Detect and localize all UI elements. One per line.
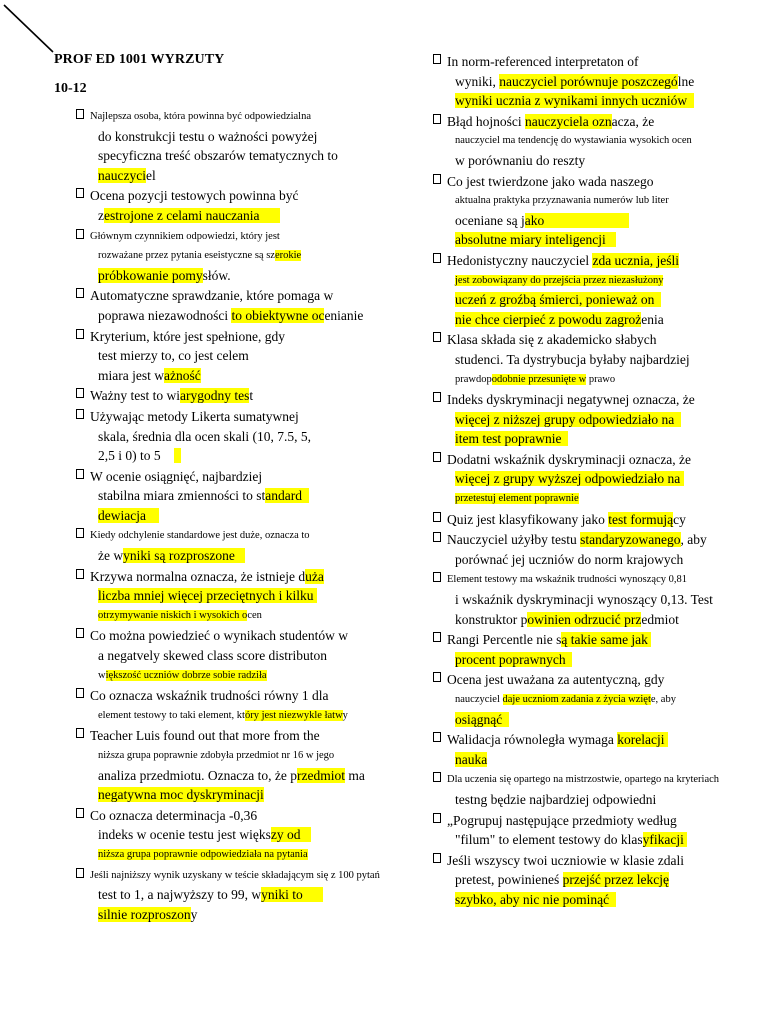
highlighted-text: daje uczniom zadania z życia wzięt <box>502 694 651 705</box>
text-segment: analiza przedmiotu. Oznacza to, że p <box>98 767 298 783</box>
checkbox-bullet-icon <box>433 632 441 642</box>
list-item <box>76 386 384 406</box>
text-line <box>447 530 753 550</box>
checkbox-bullet-icon <box>433 54 441 64</box>
text-segment: cy <box>673 511 686 527</box>
text-segment: wyniki, <box>455 73 500 89</box>
text-segment: Kiedy odchylenie standardowe jest duże, oznacza to <box>90 530 310 542</box>
list-item <box>433 570 753 629</box>
text-segment: y <box>342 709 348 721</box>
list-item <box>433 770 753 809</box>
text-line <box>447 590 753 610</box>
text-segment: edmiot <box>641 611 679 627</box>
text-line <box>90 327 384 347</box>
text-line <box>90 905 384 925</box>
text-segment: miara jest w <box>98 367 164 383</box>
text-line <box>447 131 753 151</box>
text-line <box>447 271 753 291</box>
checkbox-bullet-icon <box>433 772 441 782</box>
text-line <box>447 151 753 171</box>
text-line <box>90 726 384 746</box>
checkbox-bullet-icon <box>433 114 441 124</box>
text-line <box>90 567 384 587</box>
text-segment: t <box>249 388 254 404</box>
list-item <box>433 851 753 910</box>
checkbox-bullet-icon <box>433 392 441 402</box>
text-segment: specyficzna treść obszarów tematycznych to <box>98 148 338 164</box>
list-item <box>433 390 753 449</box>
checkbox-bullet-icon <box>76 528 84 538</box>
text-line <box>447 172 753 192</box>
text-segment: Głównym czynnikiem odpowiedzi, który jest <box>90 230 280 242</box>
text-segment: do konstrukcji testu o ważności powyżej <box>98 128 318 144</box>
text-line <box>90 386 384 406</box>
list-item <box>433 52 753 111</box>
checkbox-bullet-icon <box>433 174 441 184</box>
list-item <box>433 530 753 569</box>
highlighted-text: iększość uczniów dobrze sobie radziła <box>105 669 267 681</box>
text-line <box>447 410 753 430</box>
text-segment: Nauczyciel użyłby testu <box>447 532 581 548</box>
text-segment: e, aby <box>650 694 676 705</box>
checkbox-bullet-icon <box>433 532 441 542</box>
text-segment: w porównaniu do reszty <box>455 152 586 168</box>
text-segment: Dla uczenia się opartego na mistrzostwie, opartego na kryteriach <box>447 774 720 786</box>
checkbox-bullet-icon <box>76 469 84 479</box>
text-line <box>90 427 384 447</box>
highlighted-text: uża <box>305 568 324 584</box>
text-segment: nauczyciel <box>455 694 503 705</box>
text-segment: Klasa składa się z akademicko słabych <box>447 332 657 348</box>
checkbox-bullet-icon <box>76 688 84 698</box>
text-line <box>90 166 384 186</box>
text-line <box>447 489 753 509</box>
text-line <box>447 630 753 650</box>
highlighted-text: nie chce cierpieć z powodu zagroż <box>455 311 642 327</box>
highlighted-text: ako <box>524 212 629 228</box>
text-line <box>90 107 384 127</box>
checkbox-bullet-icon <box>76 388 84 398</box>
list-item <box>76 806 384 865</box>
highlighted-text: dewiacja <box>98 507 160 523</box>
text-segment: cen <box>247 609 262 621</box>
highlighted-text: jest zobowiązany do przejścia przez niezasłużony <box>455 274 664 286</box>
highlighted-text: nauczyciel porównuje poszczegó <box>499 73 678 89</box>
text-segment: aktualna praktyka przyznawania numerów lub liter <box>455 195 669 207</box>
text-segment: Ważny test to wi <box>90 388 181 404</box>
text-segment: enianie <box>324 307 364 323</box>
text-line <box>90 366 384 386</box>
text-line <box>447 570 753 590</box>
text-line <box>447 890 753 910</box>
text-line <box>90 227 384 247</box>
list-item <box>433 811 753 850</box>
checkbox-bullet-icon <box>433 253 441 263</box>
text-line <box>447 811 753 831</box>
highlighted-text: próbkowanie pomy <box>98 267 203 283</box>
highlighted-text: andard <box>265 488 309 504</box>
text-segment: Błąd hojności <box>447 113 525 129</box>
highlighted-text: ą takie same jak <box>561 632 652 648</box>
text-line <box>90 346 384 366</box>
text-line <box>447 112 753 132</box>
text-line <box>90 446 384 466</box>
checkbox-bullet-icon <box>76 329 84 339</box>
text-line <box>90 746 384 766</box>
text-line <box>447 650 753 670</box>
checkbox-bullet-icon <box>433 813 441 823</box>
text-line <box>90 785 384 805</box>
text-line <box>90 286 384 306</box>
list-item <box>76 186 384 225</box>
checkbox-bullet-icon <box>433 572 441 582</box>
highlighted-text: zy od <box>270 827 311 843</box>
highlighted-text: negatywna moc dyskryminacji <box>98 787 264 803</box>
list-item <box>76 467 384 526</box>
list-item <box>76 726 384 804</box>
checkbox-bullet-icon <box>76 868 84 878</box>
text-segment: 2,5 i 0) to 5 <box>98 448 175 464</box>
text-line <box>90 546 384 566</box>
text-segment: słów. <box>202 267 231 283</box>
checkbox-bullet-icon <box>76 808 84 818</box>
list-item <box>76 526 384 565</box>
text-segment: Ocena jest uważana za autentyczną, gdy <box>447 672 665 688</box>
text-line <box>447 390 753 410</box>
text-segment: Ocena pozycji testowych powinna być <box>90 188 299 204</box>
highlighted-text: standaryzowanego <box>580 532 681 548</box>
text-segment: konstruktor p <box>455 611 528 627</box>
highlighted-text: nauczyciela ozn <box>525 113 612 129</box>
text-segment: i wskaźnik dyskryminacji wynoszący 0,13. Test <box>455 592 713 608</box>
text-segment: że w <box>98 548 124 564</box>
text-segment: z <box>98 207 104 223</box>
list-item <box>76 327 384 386</box>
text-line <box>447 450 753 470</box>
checkbox-bullet-icon <box>433 512 441 522</box>
highlighted-text: estrojone z celami nauczania <box>104 207 280 223</box>
text-segment: stabilna miara zmienności to st <box>98 488 266 504</box>
list-item <box>76 866 384 925</box>
right-column <box>433 52 753 911</box>
text-line <box>447 510 753 530</box>
text-line <box>90 127 384 147</box>
highlighted-text: rzedmiot <box>297 767 346 783</box>
text-segment: Jeśli wszyscy twoi uczniowie w klasie zdali <box>447 852 684 868</box>
checkbox-bullet-icon <box>76 569 84 579</box>
checkbox-bullet-icon <box>76 728 84 738</box>
checkbox-bullet-icon <box>76 188 84 198</box>
text-segment: lne <box>677 73 695 89</box>
text-segment: rozważane przez pytania eseistyczne są sz <box>98 250 275 262</box>
list-item <box>76 227 384 286</box>
text-line <box>447 429 753 449</box>
text-segment: In norm-referenced interpretaton of <box>447 54 639 69</box>
document-title: PROF ED 1001 WYRZUTY <box>54 52 225 67</box>
highlighted-text: zda ucznia, jeśli <box>592 252 680 268</box>
highlighted-text: to obiektywne oc <box>231 307 325 323</box>
text-segment: skala, średnia dla ocen skali (10, 7.5, 5, <box>98 428 311 444</box>
list-item <box>433 330 753 389</box>
text-segment: testng będzie najbardziej odpowiedni <box>455 791 657 807</box>
text-line <box>90 246 384 266</box>
highlighted-text: yfikacji <box>642 832 688 848</box>
list-item <box>76 626 384 685</box>
text-segment: porównać jej uczniów do norm krajowych <box>455 551 684 567</box>
text-line <box>90 885 384 905</box>
checkbox-bullet-icon <box>433 452 441 462</box>
text-line <box>90 306 384 326</box>
text-line <box>447 730 753 750</box>
document-subtitle: 10-12 <box>54 81 87 96</box>
text-segment: element testowy to taki element, kt <box>98 709 245 721</box>
highlighted-text <box>174 448 181 463</box>
highlighted-text: nauka <box>455 751 488 767</box>
highlighted-text: otrzymywanie niskich i wysokich o <box>98 609 248 621</box>
text-segment: Element testowy ma wskaźnik trudności wynoszący 0,81 <box>447 574 687 586</box>
text-segment: ma <box>345 767 365 783</box>
text-segment: "filum" to element testowy do klas <box>455 832 643 848</box>
checkbox-bullet-icon <box>76 628 84 638</box>
highlighted-text: silnie rozproszon <box>98 906 191 922</box>
text-line <box>447 750 753 770</box>
text-segment: Teacher Luis found out that more from the <box>90 728 320 744</box>
text-line <box>90 467 384 487</box>
text-line <box>90 206 384 226</box>
text-segment: Jeśli najniższy wynik uzyskany w teście składającym się z 100 pytań <box>90 869 380 881</box>
list-item <box>433 730 753 769</box>
highlighted-text: korelacji <box>617 732 668 748</box>
text-line <box>447 251 753 271</box>
text-segment: oceniane są j <box>455 212 525 228</box>
left-column <box>54 52 384 925</box>
highlighted-text: yniki są rozproszone <box>123 548 245 564</box>
text-line <box>90 866 384 886</box>
text-segment: Kryterium, które jest spełnione, gdy <box>90 328 285 344</box>
highlighted-text: arygodny tes <box>180 388 250 404</box>
list-item <box>76 686 384 725</box>
text-line <box>90 186 384 206</box>
text-line <box>90 486 384 506</box>
text-line <box>90 146 384 166</box>
text-segment: indeks w ocenie testu jest więks <box>98 827 271 843</box>
text-segment: Indeks dyskryminacji negatywnej oznacza, że <box>447 392 695 408</box>
highlighted-text: przetestuj element poprawnie <box>455 493 579 505</box>
text-segment: „Pogrupuj następujące przedmioty według <box>447 812 677 828</box>
text-segment: el <box>145 167 156 183</box>
text-segment: Co jest twierdzone jako wada naszego <box>447 173 654 189</box>
highlighted-text: uczeń z groźbą śmierci, ponieważ on <box>455 292 662 308</box>
text-line <box>90 706 384 726</box>
text-line <box>90 586 384 606</box>
text-line <box>447 191 753 211</box>
highlighted-text: niższa grupa poprawnie odpowiedziała na pytania <box>98 848 308 860</box>
text-segment: Walidacja równoległa wymaga <box>447 732 618 748</box>
checkbox-bullet-icon <box>433 732 441 742</box>
highlighted-text: nauczyci <box>98 167 146 183</box>
text-segment: acza, że <box>611 113 655 129</box>
text-line <box>447 310 753 330</box>
highlighted-text: óry jest niezwykle łatw <box>244 709 343 721</box>
text-segment: prawdop <box>455 373 492 385</box>
list-item <box>433 510 753 530</box>
text-line <box>90 407 384 427</box>
text-line <box>447 851 753 871</box>
text-segment: Co oznacza determinacja -0,36 <box>90 807 258 823</box>
text-line <box>447 550 753 570</box>
highlighted-text: procent poprawnych <box>455 651 573 667</box>
text-segment: Najlepsza osoba, która powinna być odpowiedzialna <box>90 111 312 122</box>
text-line <box>90 806 384 826</box>
text-line <box>90 526 384 546</box>
list-item <box>433 112 753 171</box>
text-line <box>90 686 384 706</box>
text-segment: w <box>98 669 106 681</box>
text-segment: Dodatni wskaźnik dyskryminacji oznacza, że <box>447 451 692 467</box>
highlighted-text: więcej z niższej grupy odpowiedziało na <box>455 411 682 427</box>
list-item <box>76 407 384 466</box>
highlighted-text: osiągnąć <box>455 711 509 727</box>
text-line <box>447 770 753 790</box>
left-question-list <box>76 107 384 924</box>
text-segment: poprawa niezawodności <box>98 307 232 323</box>
text-line <box>90 266 384 286</box>
checkbox-bullet-icon <box>76 409 84 419</box>
right-question-list <box>433 52 753 910</box>
list-item <box>76 107 384 185</box>
text-line <box>447 72 753 92</box>
pen-stroke-mark <box>0 0 60 60</box>
text-segment: W ocenie osiągnięć, najbardziej <box>90 468 263 484</box>
text-line <box>447 830 753 850</box>
text-line <box>90 766 384 786</box>
highlighted-text: wyniki ucznia z wynikami innych uczniów <box>455 93 694 109</box>
text-line <box>447 350 753 370</box>
text-segment: Krzywa normalna oznacza, że istnieje d <box>90 568 306 584</box>
highlighted-text: przejść przez lekcję <box>562 872 670 888</box>
text-segment: niższa grupa poprawnie zdobyła przedmiot nr 16 w jego <box>98 750 335 761</box>
list-item <box>433 670 753 729</box>
highlighted-text: erokie <box>274 250 302 262</box>
text-segment: Co można powiedzieć o wynikach studentów w <box>90 628 348 644</box>
text-line <box>447 211 753 231</box>
list-item <box>433 251 753 329</box>
checkbox-bullet-icon <box>433 672 441 682</box>
text-line <box>90 825 384 845</box>
highlighted-text: odobnie przesunięte w <box>491 373 587 385</box>
text-segment: enia <box>641 311 664 327</box>
text-line <box>447 670 753 690</box>
checkbox-bullet-icon <box>76 109 84 119</box>
text-line <box>90 646 384 666</box>
highlighted-text: yniki to <box>261 887 323 903</box>
text-line <box>447 469 753 489</box>
highlighted-text: owinien odrzucić prz <box>527 611 642 627</box>
highlighted-text: ażność <box>163 367 201 383</box>
text-line <box>90 506 384 526</box>
text-segment: , aby <box>680 532 707 548</box>
text-line <box>447 790 753 810</box>
text-line <box>447 52 753 72</box>
text-line <box>90 845 384 865</box>
text-segment: a negatvely skewed class score distributon <box>98 648 328 664</box>
text-segment: Quiz jest klasyfikowany jako <box>447 511 609 527</box>
text-line <box>90 606 384 626</box>
highlighted-text: item test poprawnie <box>455 431 569 447</box>
text-segment: Co oznacza wskaźnik trudności równy 1 dla <box>90 688 329 704</box>
checkbox-bullet-icon <box>76 229 84 239</box>
text-line <box>447 710 753 730</box>
text-segment: pretest, powinieneś <box>455 872 563 888</box>
text-segment: Rangi Percentle nie s <box>447 632 562 648</box>
text-segment: y <box>190 906 198 922</box>
highlighted-text: szybko, aby nic nie pominąć <box>455 891 616 907</box>
text-segment: Automatyczne sprawdzanie, które pomaga w <box>90 288 334 304</box>
text-line <box>447 230 753 250</box>
highlighted-text: liczba mniej więcej przeciętnych i kilku <box>98 588 317 604</box>
list-item <box>433 630 753 669</box>
highlighted-text: absolutne miary inteligencji <box>455 232 616 248</box>
list-item <box>76 567 384 626</box>
checkbox-bullet-icon <box>76 288 84 298</box>
text-segment: Używając metody Likerta sumatywnej <box>90 408 299 424</box>
text-line <box>90 666 384 686</box>
text-line <box>447 330 753 350</box>
text-line <box>447 610 753 630</box>
highlighted-text: test formują <box>608 511 674 527</box>
text-line <box>447 690 753 710</box>
text-segment: studenci. Ta dystrybucja byłaby najbardziej <box>455 351 690 367</box>
text-segment: nauczyciel ma tendencję do wystawiania wysokich ocen <box>455 135 692 147</box>
checkbox-bullet-icon <box>433 853 441 863</box>
text-line <box>447 91 753 111</box>
text-segment: test to 1, a najwyższy to 99, w <box>98 887 262 903</box>
list-item <box>433 172 753 250</box>
text-line <box>447 870 753 890</box>
text-segment: test mierzy to, co jest celem <box>98 348 249 364</box>
text-line <box>447 290 753 310</box>
highlighted-text: więcej z grupy wyższej odpowiedziało na <box>455 471 684 487</box>
text-line <box>447 370 753 390</box>
checkbox-bullet-icon <box>433 332 441 342</box>
text-segment: Hedonistyczny nauczyciel <box>447 252 593 268</box>
list-item <box>76 286 384 325</box>
text-line <box>90 626 384 646</box>
list-item <box>433 450 753 509</box>
text-segment: prawo <box>586 373 616 385</box>
